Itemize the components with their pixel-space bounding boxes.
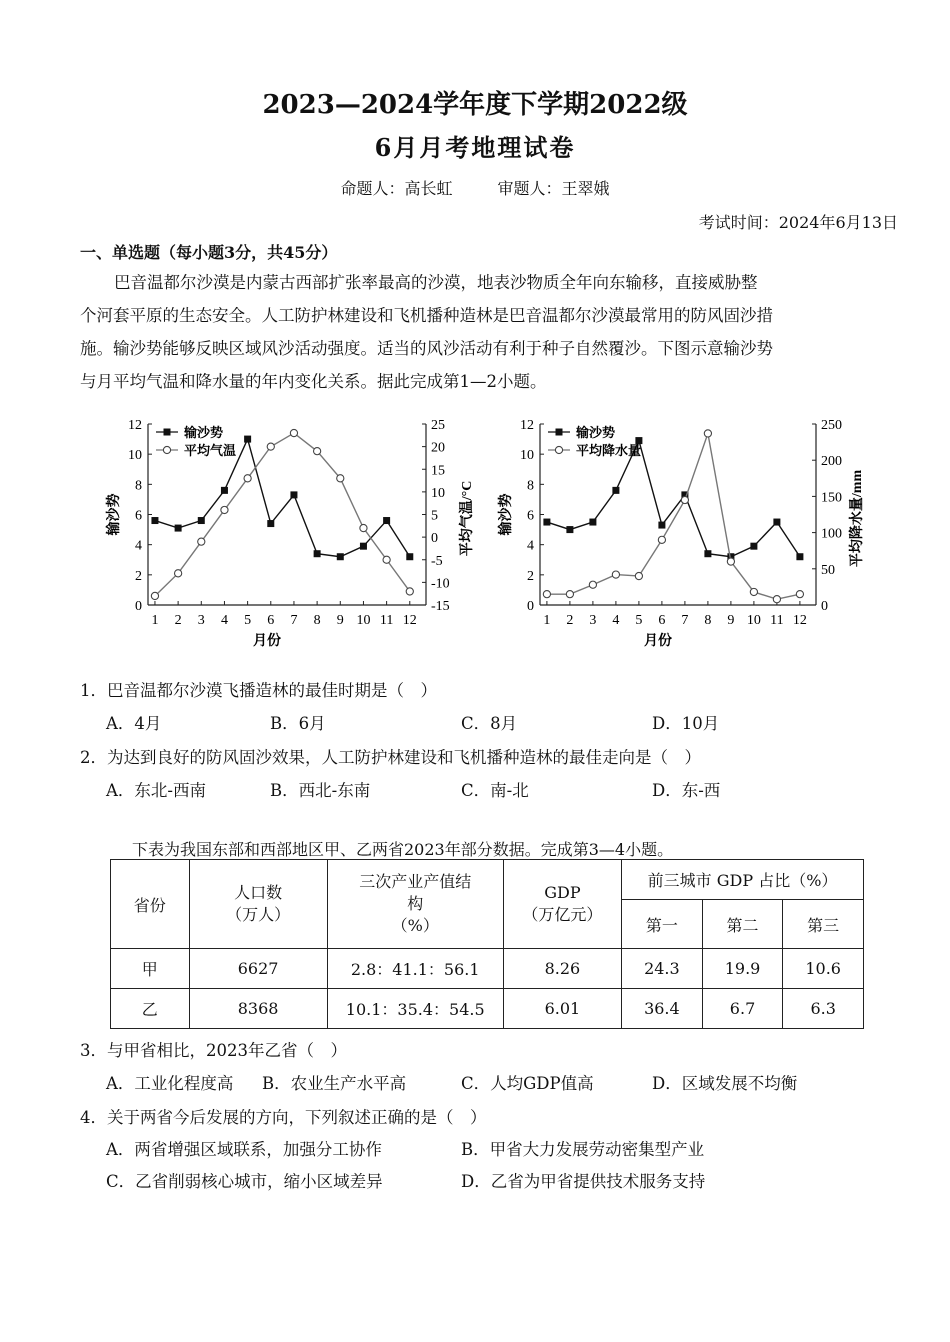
legend-label: 输沙势 [576, 425, 616, 440]
x-tick-label: 5 [244, 613, 252, 628]
province-data-table [110, 859, 864, 1029]
secondary-point [267, 443, 274, 450]
x-tick-label: 11 [770, 613, 784, 628]
sand-line [547, 441, 800, 557]
authors-line [0, 176, 950, 199]
x-tick-label: 12 [402, 613, 417, 628]
sand-point [406, 553, 413, 560]
secondary-point [796, 591, 803, 598]
sand-point [175, 525, 182, 532]
header-first: 第一 [622, 900, 703, 949]
y-axis-label: 输沙势 [107, 493, 122, 536]
y2-tick-label: -5 [431, 553, 443, 569]
x-axis-label: 月份 [253, 634, 281, 649]
secondary-point [290, 429, 297, 436]
table-row [111, 989, 864, 1029]
q4-option-a[interactable]: A．两省增强区域联系，加强分工协作 [106, 1140, 382, 1159]
table-header-row [111, 860, 864, 900]
x-tick-label: 3 [589, 613, 597, 628]
sand-point [612, 487, 619, 494]
cell: 19.9 [702, 949, 783, 989]
secondary-point [244, 475, 251, 482]
y-tick-label: 2 [135, 568, 142, 584]
q3-option-b[interactable]: B．农业生产水平高 [262, 1074, 407, 1093]
sand-point [566, 526, 573, 533]
y-tick-label: 0 [527, 599, 534, 614]
header-gdp: GDP （万亿元） [503, 860, 621, 949]
sand-point [704, 550, 711, 557]
y2-tick-label: 15 [431, 463, 445, 479]
y2-tick-label: 5 [431, 508, 438, 524]
sand-point [658, 522, 665, 529]
question-4: 4．关于两省今后发展的方向，下列叙述正确的是（ ） [80, 1108, 487, 1127]
cell: 6.3 [783, 989, 864, 1029]
y-tick-label: 12 [520, 418, 534, 433]
sand-point [198, 517, 205, 524]
x-tick-label: 7 [681, 613, 689, 628]
secondary-point [635, 572, 642, 579]
q3-option-a[interactable]: A．工业化程度高 [106, 1074, 234, 1093]
secondary-point [383, 556, 390, 563]
table-intro: 下表为我国东部和西部地区甲、乙两省2023年部分数据。完成第3—4小题。 [132, 840, 674, 859]
secondary-point [658, 536, 665, 543]
y2-tick-label: 20 [431, 440, 445, 456]
legend-label: 平均气温 [184, 443, 237, 458]
table-row [111, 949, 864, 989]
x-tick-label: 3 [197, 613, 205, 628]
q1-option-a[interactable]: A．4月 [106, 714, 162, 733]
sand-point [314, 550, 321, 557]
x-tick-label: 8 [313, 613, 321, 628]
intro-line: 与月平均气温和降水量的年内变化关系。据此完成第1—2小题。 [80, 372, 547, 391]
secondary-point [681, 496, 688, 503]
q1-option-d[interactable]: D．10月 [652, 714, 720, 733]
cell: 2.8：41.1：56.1 [327, 949, 503, 989]
intro-line: 巴音温都尔沙漠是内蒙古西部扩张率最高的沙漠，地表沙物质全年向东输移，直接威胁整 [114, 273, 758, 292]
sand-point [290, 491, 297, 498]
sand-point [773, 519, 780, 526]
y-axis-label: 输沙势 [499, 493, 514, 536]
cell: 6.7 [702, 989, 783, 1029]
header-third: 第三 [783, 900, 864, 949]
y-tick-label: 6 [135, 508, 142, 524]
secondary-point [337, 475, 344, 482]
y2-tick-label: 100 [821, 526, 842, 542]
y2-tick-label: 0 [431, 531, 438, 547]
chart-sand-temperature [100, 412, 475, 652]
y-tick-label: 0 [135, 599, 142, 614]
q4-option-c[interactable]: C．乙省削弱核心城市，缩小区域差异 [106, 1172, 383, 1191]
y2-tick-label: -10 [431, 576, 450, 592]
y2-tick-label: 25 [431, 418, 445, 433]
q2-option-c[interactable]: C．南-北 [461, 781, 529, 800]
y-tick-label: 4 [135, 538, 142, 554]
y2-tick-label: 50 [821, 562, 835, 578]
cell: 10.6 [783, 949, 864, 989]
legend-square-marker [164, 429, 171, 436]
sand-point [221, 487, 228, 494]
x-tick-label: 12 [792, 613, 807, 628]
x-tick-label: 4 [612, 613, 620, 628]
header-second: 第二 [702, 900, 783, 949]
cell: 8368 [189, 989, 327, 1029]
header-province: 省份 [111, 860, 190, 949]
secondary-point [589, 581, 596, 588]
sand-point [543, 519, 550, 526]
sand-point [151, 517, 158, 524]
intro-line: 个河套平原的生态安全。人工防护林建设和飞机播种造林是巴音温都尔沙漠最常用的防风固沙措 [80, 306, 773, 325]
secondary-point [198, 538, 205, 545]
intro-line: 施。输沙势能够反映区域风沙活动强度。适当的风沙活动有利于种子自然覆沙。下图示意输沙势 [80, 339, 773, 358]
q2-option-a[interactable]: A．东北-西南 [106, 781, 206, 800]
y-tick-label: 8 [135, 478, 142, 494]
y2-tick-label: 150 [821, 490, 842, 506]
q4-option-d[interactable]: D．乙省为甲省提供技术服务支持 [461, 1172, 706, 1191]
y2-tick-label: 250 [821, 418, 842, 433]
y2-axis-label: 平均降水量/mm [850, 469, 865, 568]
sand-point [267, 520, 274, 527]
x-tick-label: 7 [290, 613, 298, 628]
q2-option-b[interactable]: B．西北-东南 [270, 781, 371, 800]
cell: 36.4 [622, 989, 703, 1029]
x-tick-label: 4 [220, 613, 228, 628]
x-tick-label: 9 [336, 613, 344, 628]
secondary-point [406, 588, 413, 595]
cell: 6627 [189, 949, 327, 989]
reviewer: 审题人：王翠娥 [497, 179, 610, 198]
secondary-point [612, 571, 619, 578]
q1-option-b[interactable]: B．6月 [270, 714, 326, 733]
cell: 乙 [111, 989, 190, 1029]
secondary-point [314, 448, 321, 455]
y-tick-label: 10 [520, 448, 534, 464]
legend-circle-marker [555, 446, 562, 453]
cell: 24.3 [622, 949, 703, 989]
x-tick-label: 6 [267, 613, 275, 628]
secondary-point [727, 558, 734, 565]
q3-option-d[interactable]: D．区域发展不均衡 [652, 1074, 798, 1093]
x-tick-label: 9 [727, 613, 735, 628]
x-tick-label: 2 [566, 613, 574, 628]
proposer: 命题人：高长虹 [340, 179, 453, 198]
question-1: 1．巴音温都尔沙漠飞播造林的最佳时期是（ ） [80, 681, 437, 700]
secondary-point [151, 592, 158, 599]
sand-point [383, 517, 390, 524]
secondary-point [750, 588, 757, 595]
exam-subtitle: 6月月考地理试卷 [374, 133, 576, 162]
legend-label: 平均降水量 [576, 443, 642, 458]
secondary-point [360, 524, 367, 531]
secondary-line [547, 433, 800, 599]
x-tick-label: 11 [379, 613, 394, 628]
x-tick-label: 8 [704, 613, 712, 628]
x-axis-label: 月份 [644, 634, 672, 649]
y2-tick-label: 200 [821, 454, 842, 470]
cell: 8.26 [503, 949, 621, 989]
y-tick-label: 6 [527, 508, 534, 524]
intro-paragraph [80, 266, 890, 398]
section-title: 一、单选题（每小题3分，共45分） [80, 243, 338, 262]
y2-axis-label: 平均气温/°C [460, 480, 475, 557]
secondary-point [773, 596, 780, 603]
q3-option-c[interactable]: C．人均GDP值高 [461, 1074, 594, 1093]
x-tick-label: 2 [174, 613, 182, 628]
secondary-point [704, 430, 711, 437]
y-tick-label: 12 [128, 418, 142, 433]
y-tick-label: 8 [527, 478, 534, 494]
cell: 甲 [111, 949, 190, 989]
y2-tick-label: -15 [431, 599, 450, 614]
exam-time: 考试时间：2024年6月13日 [698, 213, 898, 232]
header-industry-structure: 三次产业产值结 构 （%） [327, 860, 503, 949]
secondary-point [175, 570, 182, 577]
question-3: 3．与甲省相比，2023年乙省（ ） [80, 1041, 347, 1060]
sand-point [337, 553, 344, 560]
x-tick-label: 10 [356, 613, 371, 628]
x-tick-label: 1 [151, 613, 159, 628]
exam-title: 2023—2024学年度下学期2022级 [262, 90, 688, 120]
y-tick-label: 2 [527, 568, 534, 584]
sand-point [750, 543, 757, 550]
header-population: 人口数 （万人） [189, 860, 327, 949]
q2-option-d[interactable]: D．东-西 [652, 781, 721, 800]
header-top3-share: 前三城市 GDP 占比（%） [622, 860, 864, 900]
legend-circle-marker [163, 446, 170, 453]
q4-option-b[interactable]: B．甲省大力发展劳动密集型产业 [461, 1140, 705, 1159]
y-tick-label: 4 [527, 538, 534, 554]
sand-point [796, 553, 803, 560]
y2-tick-label: 10 [431, 485, 445, 501]
secondary-point [543, 591, 550, 598]
x-tick-label: 10 [746, 613, 761, 628]
question-2: 2．为达到良好的防风固沙效果，人工防护林建设和飞机播种造林的最佳走向是（ ） [80, 748, 701, 767]
x-tick-label: 6 [658, 613, 666, 628]
sand-point [244, 436, 251, 443]
legend-label: 输沙势 [184, 425, 224, 440]
q1-option-c[interactable]: C．8月 [461, 714, 518, 733]
y2-tick-label: 0 [821, 599, 828, 614]
legend-square-marker [556, 429, 563, 436]
secondary-point [566, 591, 573, 598]
x-tick-label: 1 [543, 613, 551, 628]
chart-sand-precipitation [495, 412, 885, 652]
x-tick-label: 5 [635, 613, 643, 628]
sand-point [589, 519, 596, 526]
sand-point [360, 543, 367, 550]
cell: 10.1：35.4：54.5 [327, 989, 503, 1029]
y-tick-label: 10 [128, 448, 142, 464]
cell: 6.01 [503, 989, 621, 1029]
secondary-point [221, 506, 228, 513]
